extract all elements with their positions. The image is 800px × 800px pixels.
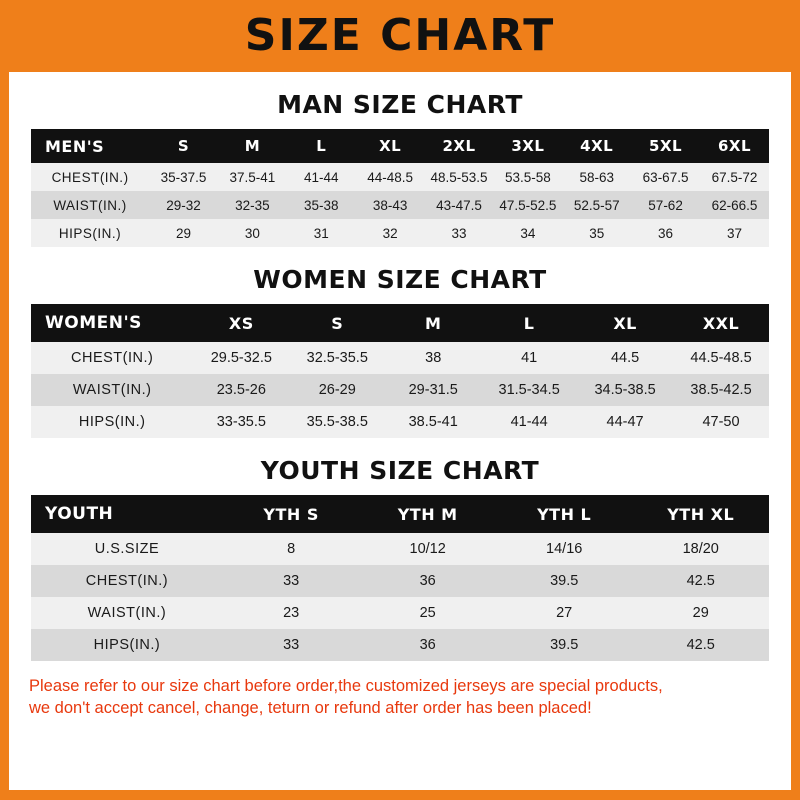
women-waist-xl: 34.5-38.5 <box>577 374 673 406</box>
women-chest-l: 41 <box>481 342 577 374</box>
table-row <box>31 629 769 661</box>
man-col-3xl: 3XL <box>493 129 562 163</box>
women-hips-l: 41-44 <box>481 406 577 438</box>
women-hips-m: 38.5-41 <box>385 406 481 438</box>
footer-note-line-1: Please refer to our size chart before order,the customized jerseys are special products, <box>29 677 663 695</box>
table-row <box>31 533 769 565</box>
women-row-hips-label: HIPS(IN.) <box>31 406 193 438</box>
man-hips-s: 29 <box>149 219 218 247</box>
man-hips-m: 30 <box>218 219 287 247</box>
man-row-chest-label: CHEST(IN.) <box>31 163 149 191</box>
women-size-table <box>31 304 769 438</box>
youth-ussize-xl: 18/20 <box>632 533 769 565</box>
table-row <box>31 597 769 629</box>
women-chest-m: 38 <box>385 342 481 374</box>
women-hips-s: 35.5-38.5 <box>289 406 385 438</box>
women-col-m: M <box>385 304 481 342</box>
man-chest-l: 41-44 <box>287 163 356 191</box>
youth-table-wrap <box>9 495 791 661</box>
youth-header-label: YOUTH <box>31 495 223 533</box>
youth-waist-l: 27 <box>496 597 633 629</box>
man-col-6xl: 6XL <box>700 129 769 163</box>
women-chest-xs: 29.5-32.5 <box>193 342 289 374</box>
man-col-s: S <box>149 129 218 163</box>
table-row <box>31 191 769 219</box>
youth-hips-l: 39.5 <box>496 629 633 661</box>
man-col-5xl: 5XL <box>631 129 700 163</box>
youth-table-body <box>31 495 769 661</box>
header-band <box>0 0 800 72</box>
man-hips-4xl: 35 <box>562 219 631 247</box>
youth-row-hips-label: HIPS(IN.) <box>31 629 223 661</box>
man-waist-2xl: 43-47.5 <box>425 191 494 219</box>
women-waist-l: 31.5-34.5 <box>481 374 577 406</box>
youth-col-l: YTH L <box>496 495 633 533</box>
man-waist-m: 32-35 <box>218 191 287 219</box>
man-table-wrap <box>9 129 791 247</box>
table-row <box>31 565 769 597</box>
women-chest-xl: 44.5 <box>577 342 673 374</box>
women-waist-xxl: 38.5-42.5 <box>673 374 769 406</box>
man-waist-6xl: 62-66.5 <box>700 191 769 219</box>
man-chest-m: 37.5-41 <box>218 163 287 191</box>
man-chest-2xl: 48.5-53.5 <box>425 163 494 191</box>
man-chest-6xl: 67.5-72 <box>700 163 769 191</box>
man-table-header-row <box>31 129 769 163</box>
youth-chest-l: 39.5 <box>496 565 633 597</box>
youth-row-ussize-label: U.S.SIZE <box>31 533 223 565</box>
man-hips-2xl: 33 <box>425 219 494 247</box>
youth-ussize-s: 8 <box>223 533 360 565</box>
women-table-wrap <box>9 304 791 438</box>
women-hips-xxl: 47-50 <box>673 406 769 438</box>
women-col-xxl: XXL <box>673 304 769 342</box>
youth-hips-m: 36 <box>359 629 496 661</box>
man-header-label: MEN'S <box>31 129 149 163</box>
man-chest-4xl: 58-63 <box>562 163 631 191</box>
man-row-waist-label: WAIST(IN.) <box>31 191 149 219</box>
table-row <box>31 219 769 247</box>
man-chest-3xl: 53.5-58 <box>493 163 562 191</box>
table-row <box>31 374 769 406</box>
man-col-xl: XL <box>356 129 425 163</box>
youth-chest-m: 36 <box>359 565 496 597</box>
women-col-s: S <box>289 304 385 342</box>
man-size-table <box>31 129 769 247</box>
table-row <box>31 163 769 191</box>
youth-hips-xl: 42.5 <box>632 629 769 661</box>
women-table-body <box>31 304 769 438</box>
man-row-hips-label: HIPS(IN.) <box>31 219 149 247</box>
women-col-xl: XL <box>577 304 673 342</box>
women-col-l: L <box>481 304 577 342</box>
youth-col-m: YTH M <box>359 495 496 533</box>
women-chest-s: 32.5-35.5 <box>289 342 385 374</box>
women-row-chest-label: CHEST(IN.) <box>31 342 193 374</box>
women-row-waist-label: WAIST(IN.) <box>31 374 193 406</box>
man-col-2xl: 2XL <box>425 129 494 163</box>
man-waist-l: 35-38 <box>287 191 356 219</box>
women-chest-xxl: 44.5-48.5 <box>673 342 769 374</box>
man-chest-5xl: 63-67.5 <box>631 163 700 191</box>
table-row <box>31 406 769 438</box>
footer-note-line-2: we don't accept cancel, change, teturn or refund after order has been placed! <box>29 699 592 718</box>
women-hips-xl: 44-47 <box>577 406 673 438</box>
youth-waist-m: 25 <box>359 597 496 629</box>
youth-col-s: YTH S <box>223 495 360 533</box>
man-col-m: M <box>218 129 287 163</box>
youth-col-xl: YTH XL <box>632 495 769 533</box>
women-section-title: WOMEN SIZE CHART <box>253 265 547 294</box>
youth-waist-s: 23 <box>223 597 360 629</box>
youth-table-header-row <box>31 495 769 533</box>
man-waist-s: 29-32 <box>149 191 218 219</box>
man-hips-l: 31 <box>287 219 356 247</box>
women-table-header-row <box>31 304 769 342</box>
man-chest-s: 35-37.5 <box>149 163 218 191</box>
table-row <box>31 342 769 374</box>
man-hips-5xl: 36 <box>631 219 700 247</box>
man-section-title: MAN SIZE CHART <box>277 90 523 119</box>
page-title: SIZE CHART <box>244 10 556 61</box>
youth-hips-s: 33 <box>223 629 360 661</box>
youth-waist-xl: 29 <box>632 597 769 629</box>
women-hips-xs: 33-35.5 <box>193 406 289 438</box>
women-header-label: WOMEN'S <box>31 304 193 342</box>
bottom-band <box>0 790 800 800</box>
youth-chest-xl: 42.5 <box>632 565 769 597</box>
man-table-body <box>31 129 769 247</box>
women-waist-s: 26-29 <box>289 374 385 406</box>
women-col-xs: XS <box>193 304 289 342</box>
women-waist-xs: 23.5-26 <box>193 374 289 406</box>
youth-row-waist-label: WAIST(IN.) <box>31 597 223 629</box>
man-hips-xl: 32 <box>356 219 425 247</box>
man-waist-3xl: 47.5-52.5 <box>493 191 562 219</box>
man-waist-4xl: 52.5-57 <box>562 191 631 219</box>
youth-chest-s: 33 <box>223 565 360 597</box>
man-waist-5xl: 57-62 <box>631 191 700 219</box>
youth-section-title: YOUTH SIZE CHART <box>260 456 540 485</box>
women-waist-m: 29-31.5 <box>385 374 481 406</box>
man-waist-xl: 38-43 <box>356 191 425 219</box>
man-hips-3xl: 34 <box>493 219 562 247</box>
man-col-4xl: 4XL <box>562 129 631 163</box>
man-chest-xl: 44-48.5 <box>356 163 425 191</box>
youth-row-chest-label: CHEST(IN.) <box>31 565 223 597</box>
footer-note <box>29 675 771 720</box>
man-col-l: L <box>287 129 356 163</box>
youth-ussize-m: 10/12 <box>359 533 496 565</box>
youth-size-table <box>31 495 769 661</box>
man-hips-6xl: 37 <box>700 219 769 247</box>
youth-ussize-l: 14/16 <box>496 533 633 565</box>
